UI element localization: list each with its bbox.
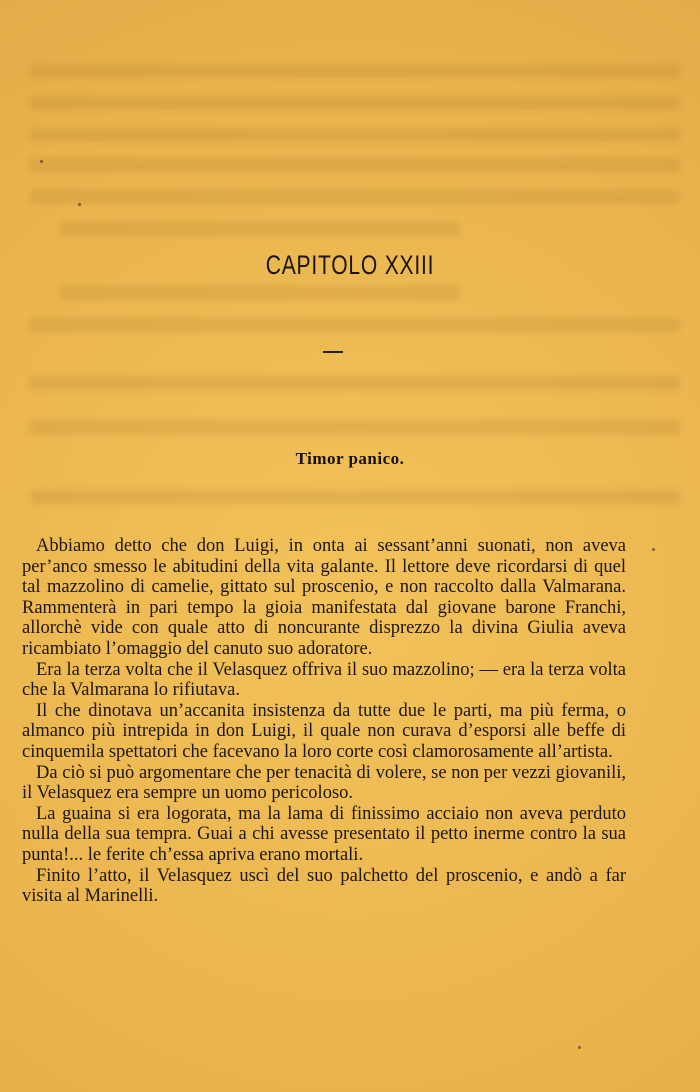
body-text <box>22 536 626 907</box>
paragraph: Da ciò si può argomentare che per tenacità di volere, se non per vezzi giovanili, il Velasquez era sempre un uomo pericoloso. <box>22 762 626 804</box>
paragraph: Il che dinotava un’accanita insistenza da tutte due le parti, ma più ferma, o almanco più intrepida in don Luigi, il quale non curava d’esporsi alle beffe di cinquemila spettatori che facevano la loro corte così clamorosamente all’artista. <box>22 700 626 762</box>
chapter-title: CAPITOLO XXIII <box>265 250 435 280</box>
bleed-through-line <box>60 222 460 236</box>
scan-speck <box>652 548 655 551</box>
scan-speck <box>78 203 81 206</box>
bleed-through-line <box>30 420 680 434</box>
paragraph: Finito l’atto, il Velasquez uscì del suo palchetto del proscenio, e andò a far visita al Marinelli. <box>22 865 626 907</box>
bleed-through-line <box>30 376 680 390</box>
bleed-through-line <box>60 286 460 300</box>
chapter-divider <box>323 351 343 353</box>
section-title: Timor panico. <box>295 449 405 468</box>
bleed-through-line <box>30 64 680 78</box>
bleed-through-line <box>30 490 680 504</box>
bleed-through-line <box>30 190 680 204</box>
bleed-through-line <box>30 318 680 332</box>
scan-speck <box>578 1046 581 1049</box>
bleed-through-line <box>30 158 680 172</box>
scan-speck <box>40 160 43 163</box>
paragraph: Era la terza volta che il Velasquez offriva il suo mazzolino; — era la terza volta che la Valmarana lo rifiutava. <box>22 659 626 701</box>
bleed-through-line <box>30 128 680 142</box>
bleed-through-line <box>30 96 680 110</box>
paragraph: La guaina si era logorata, ma la lama di finissimo acciaio non aveva perduto nulla della sua tempra. Guai a chi avesse presentato il petto inerme contro la sua punta!... le ferite ch’essa apriva erano mortali. <box>22 803 626 865</box>
paragraph: Abbiamo detto che don Luigi, in onta ai sessant’anni suonati, non aveva per’anco smesso le abitudini della vita galante. Il lettore deve ricordarsi di quel tal mazzolino di camelie, gittato sul proscenio, e non raccolto dalla Valmarana. Rammenterà in pari tempo la gioia manifestata dal giovane barone Franchi, allorchè vide con quale atto di noncurante disprezzo la divina Giulia aveva ricambiato l’omaggio del canuto suo adoratore. <box>22 536 626 659</box>
